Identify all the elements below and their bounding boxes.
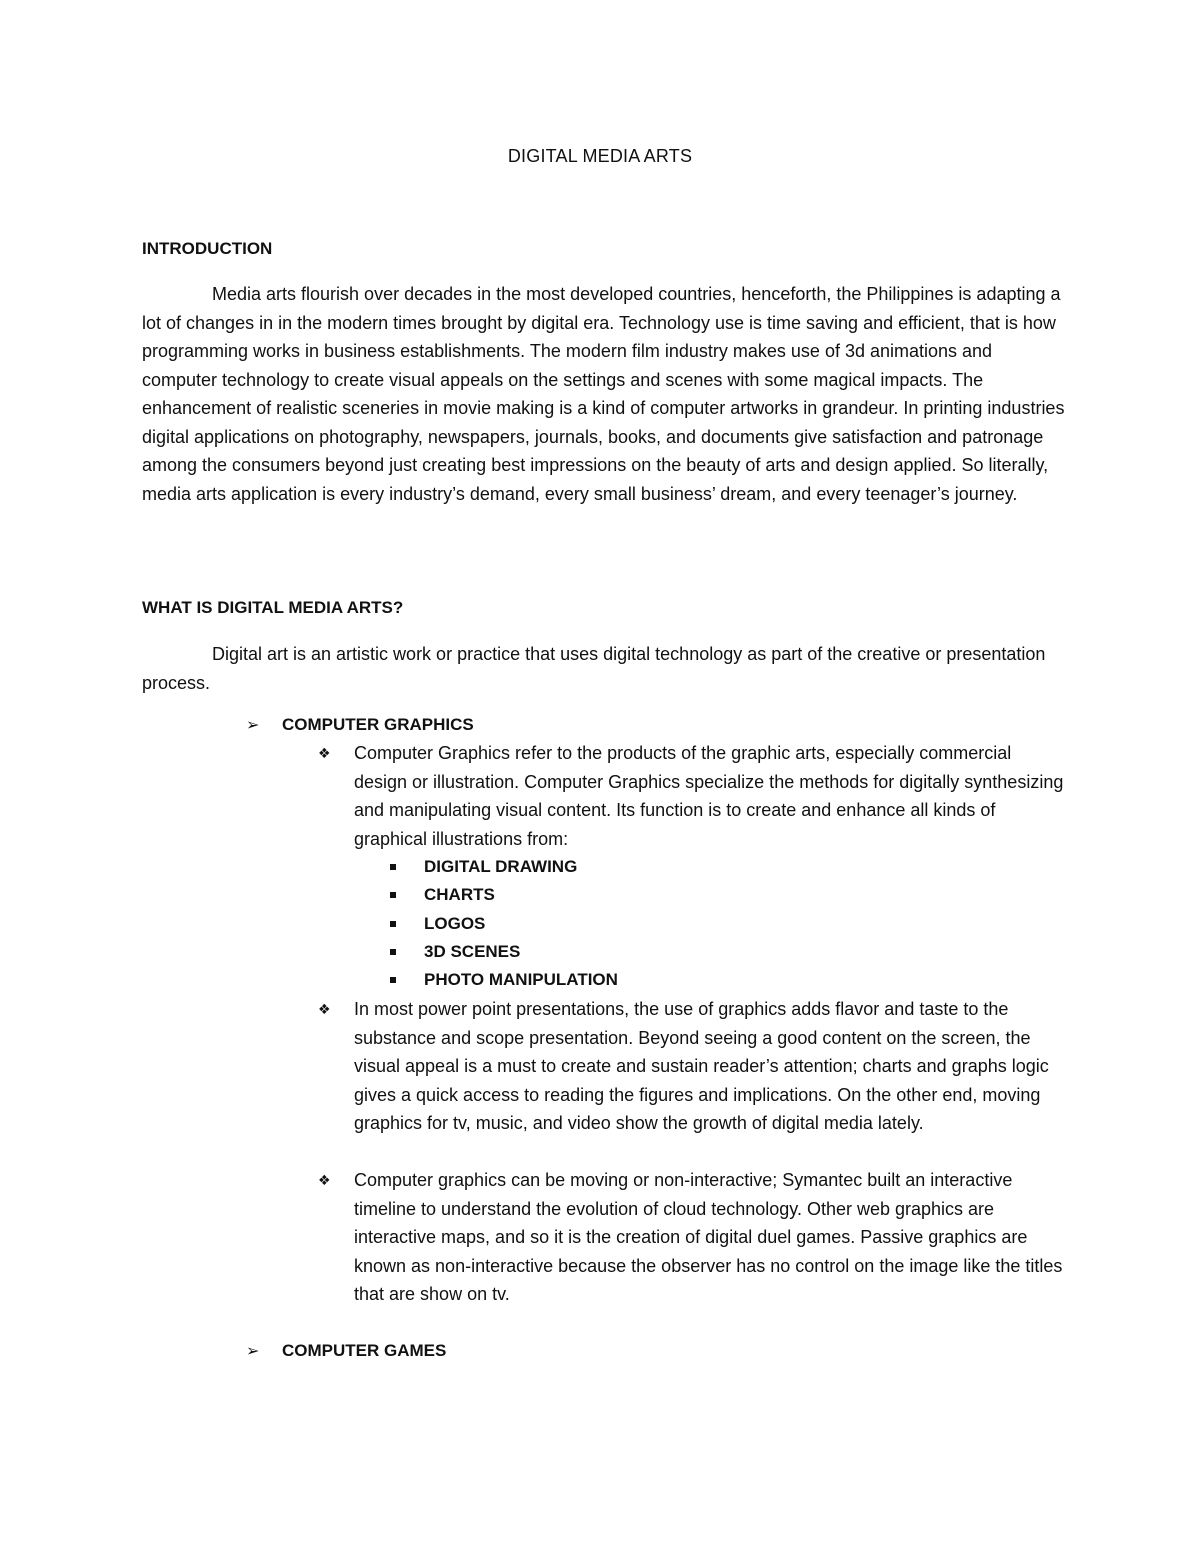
introduction-paragraph: Media arts flourish over decades in the most developed countries, henceforth, the Philippines is adapting a lot of changes in in the modern times brought by digital era. Technology use is time saving and efficient, that is how programming works in business establishments. The modern film industry makes use of 3d animations and computer technology to create visual appeals on the settings and scenes with some magical impacts. The enhancement of realistic sceneries in movie making is a kind of computer artworks in grandeur. In printing industries digital applications on photography, newspapers, journals, books, and documents give satisfaction and patronage among the consumers beyond just creating best impressions on the beauty of arts and design applied. So literally, media arts application is every industry’s demand, every small business’ dream, and every teenager’s journey. <box>142 284 1065 504</box>
topic-computer-graphics <box>246 715 474 735</box>
subitem-label: DIGITAL DRAWING <box>424 857 578 876</box>
subitem-3d-scenes <box>388 938 520 966</box>
subitem-label: CHARTS <box>424 885 495 904</box>
subitem-logos <box>388 910 485 938</box>
graphics-point-1 <box>318 739 1068 853</box>
point-text: In most power point presentations, the use of graphics adds flavor and taste to the substance and scope presentation. Beyond seeing a good content on the screen, the visual appeal is a must to create and sustain reader’s attention; charts and graphs logic gives a quick access to reading the figures and implications. On the other end, moving graphics for tv, music, and video show the growth of digital media lately. <box>354 999 1049 1133</box>
square-bullet-icon <box>388 949 424 955</box>
point-text: Computer Graphics refer to the products of the graphic arts, especially commercial design or illustration. Computer Graphics specialize the methods for digitally synthesizing and manipulating visual content. Its function is to create and enhance all kinds of graphical illustrations from: <box>354 743 1064 849</box>
diamond-bullet-icon: ❖ <box>318 1172 331 1188</box>
subitem-label: 3D SCENES <box>424 942 521 961</box>
graphics-point-2 <box>318 995 1068 1138</box>
arrow-bullet-icon: ➢ <box>246 717 260 734</box>
square-bullet-icon <box>388 921 424 927</box>
subitem-label: PHOTO MANIPULATION <box>424 970 618 989</box>
graphics-point-3 <box>318 1166 1068 1309</box>
section-heading-introduction: INTRODUCTION <box>142 239 273 258</box>
topic-computer-games <box>246 1341 446 1361</box>
square-bullet-icon <box>388 892 424 898</box>
square-bullet-icon <box>388 977 424 983</box>
subitem-label: LOGOS <box>424 914 486 933</box>
topic-label: COMPUTER GRAPHICS <box>282 715 474 734</box>
document-title: DIGITAL MEDIA ARTS <box>507 146 693 166</box>
subitem-digital-drawing <box>388 853 577 881</box>
subitem-charts <box>388 881 495 909</box>
subitem-photo-manipulation <box>388 966 618 994</box>
diamond-bullet-icon: ❖ <box>318 1001 331 1017</box>
diamond-bullet-icon: ❖ <box>318 745 331 761</box>
point-text: Computer graphics can be moving or non-interactive; Symantec built an interactive timeline to understand the evolution of cloud technology. Other web graphics are interactive maps, and so it is the creation of digital duel games. Passive graphics are known as non-interactive because the observer has no control on the image like the titles that are show on tv. <box>354 1170 1063 1304</box>
section-heading-what-is: WHAT IS DIGITAL MEDIA ARTS? <box>142 598 404 617</box>
definition-paragraph: Digital art is an artistic work or practice that uses digital technology as part of the creative or presentation process. <box>142 644 1046 693</box>
arrow-bullet-icon: ➢ <box>246 1343 260 1360</box>
topic-label: COMPUTER GAMES <box>282 1341 447 1360</box>
square-bullet-icon <box>388 864 424 870</box>
